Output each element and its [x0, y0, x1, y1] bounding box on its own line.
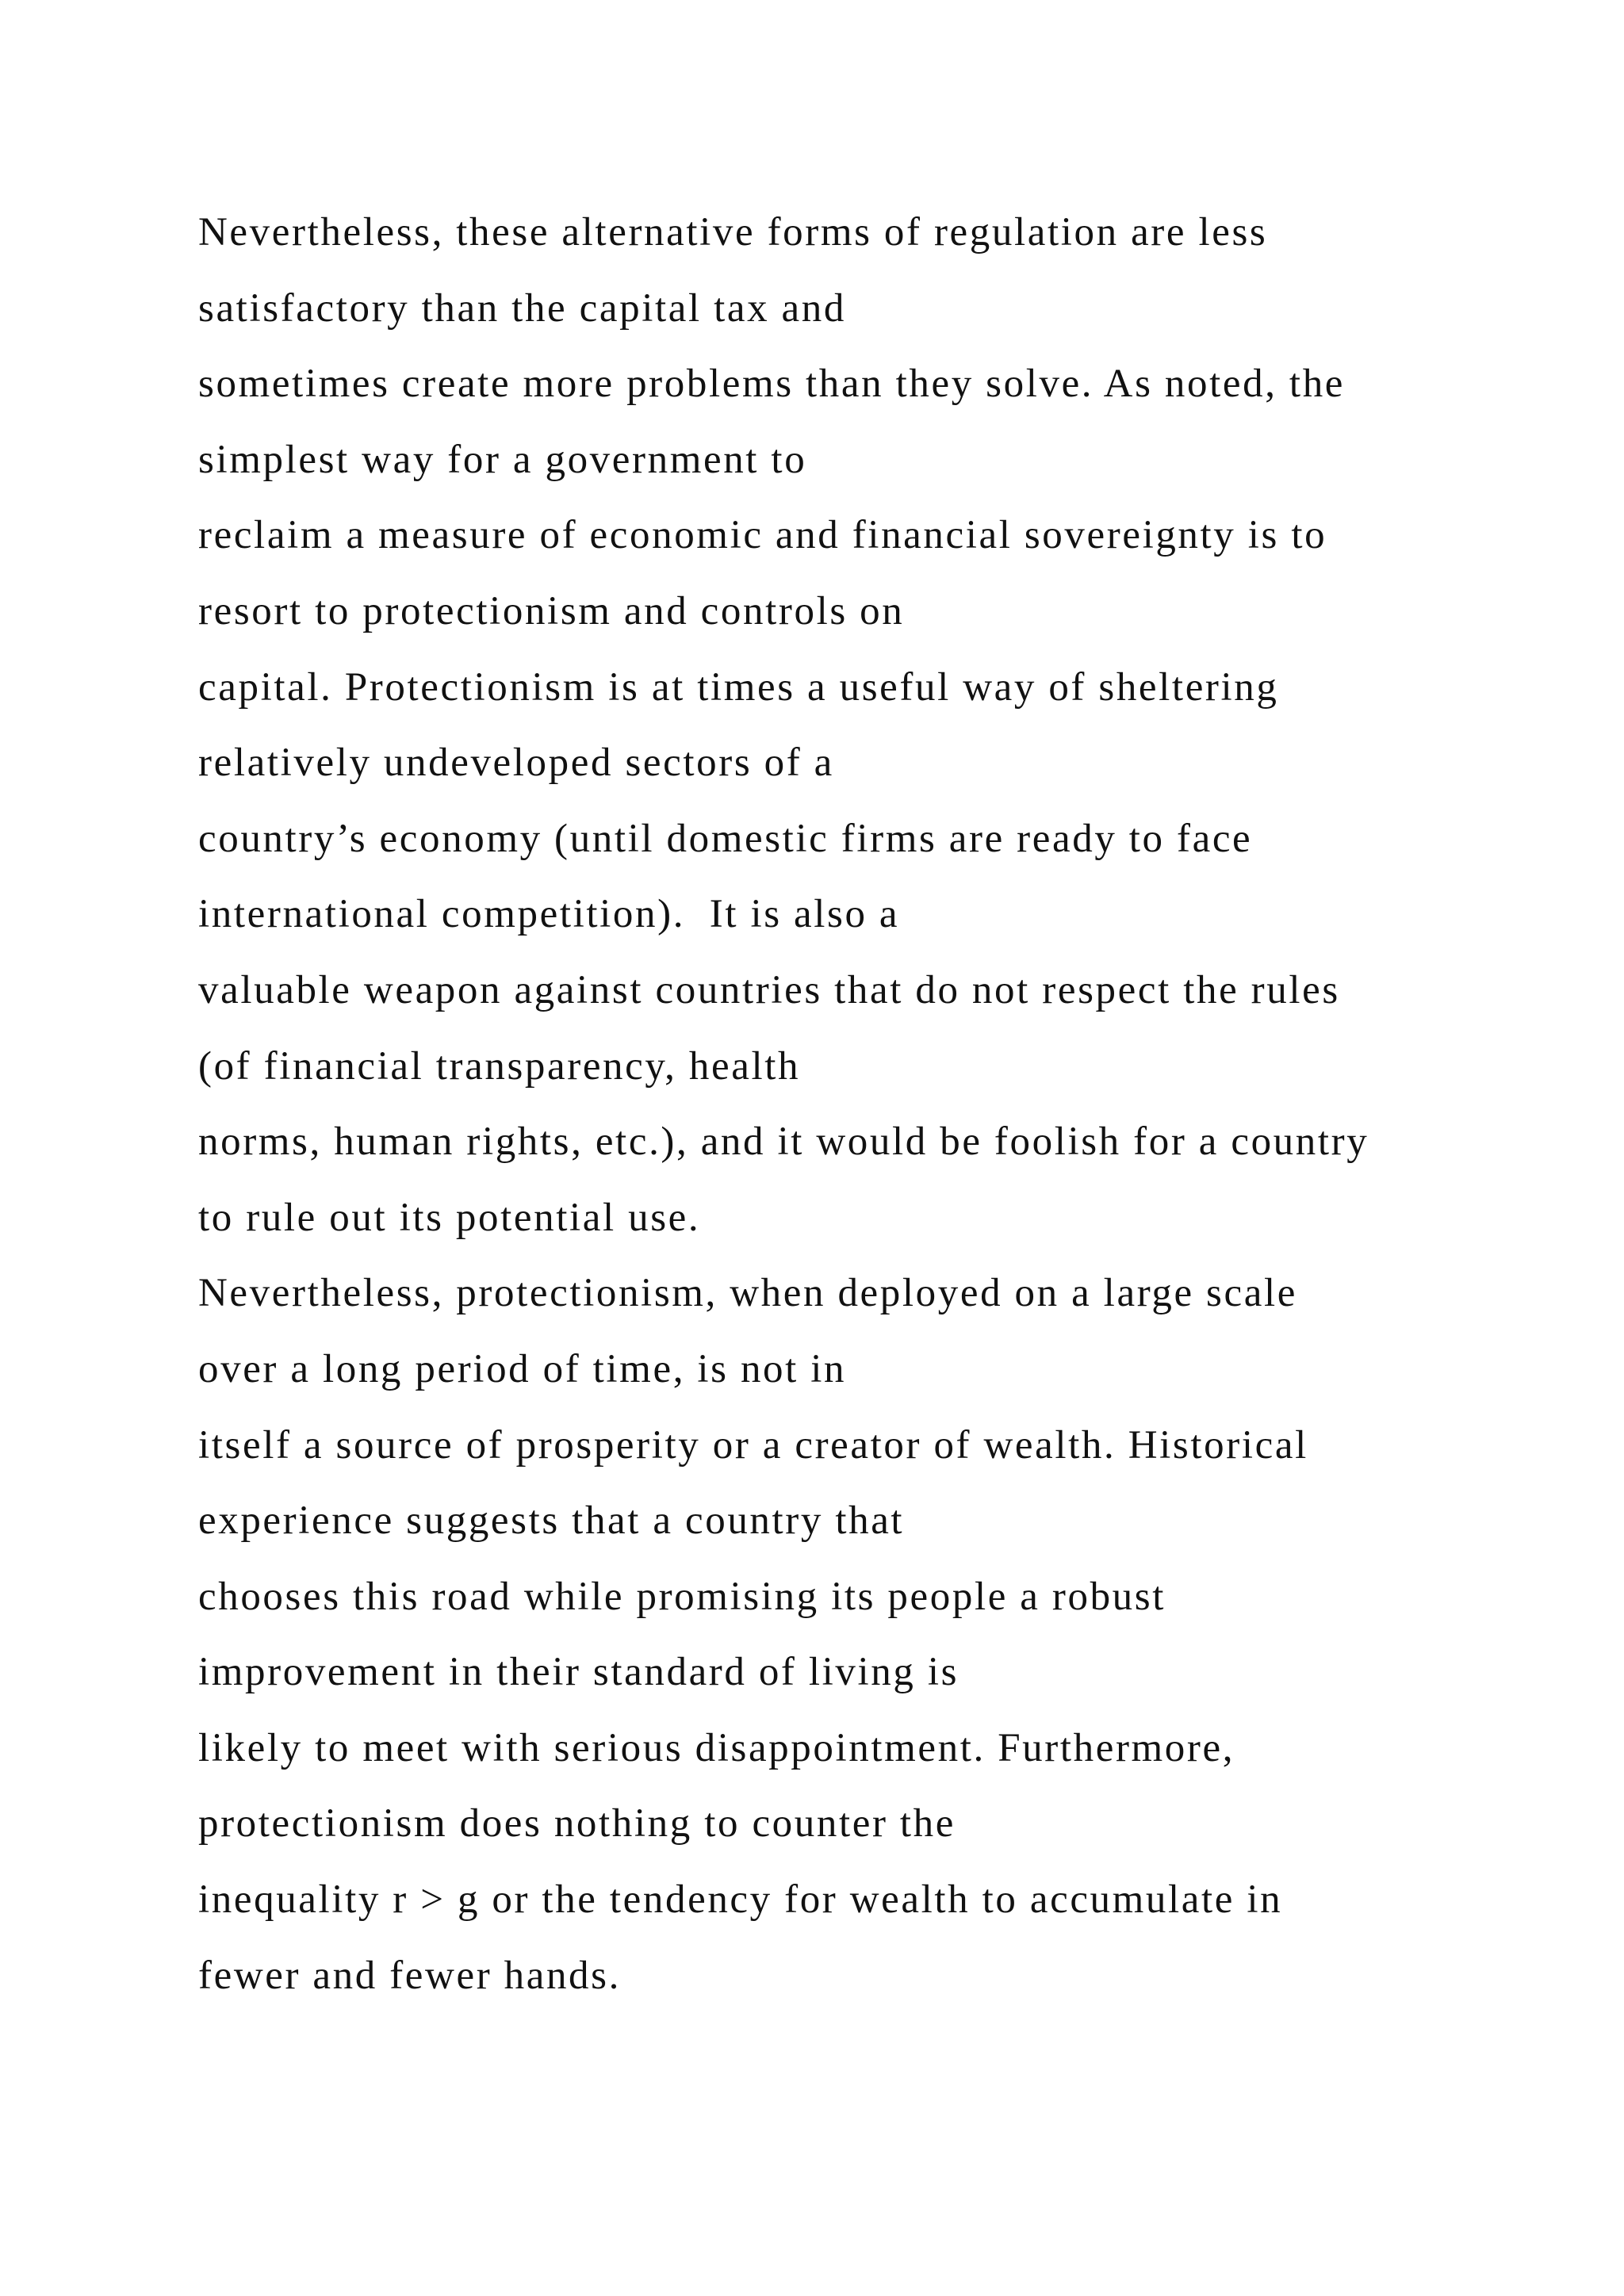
text-line: capital. Protectionism is at times a useful way of sheltering — [198, 664, 1279, 710]
text-line: simplest way for a government to — [198, 437, 807, 482]
text-line: protectionism does nothing to counter the — [198, 1801, 956, 1846]
text-line: likely to meet with serious disappointment. Furthermore, — [198, 1725, 1235, 1770]
text-line: Nevertheless, protectionism, when deployed on a large scale — [198, 1271, 1297, 1316]
text-line: chooses this road while promising its people a robust — [198, 1574, 1166, 1619]
text-line: satisfactory than the capital tax and — [198, 285, 846, 331]
text-line: international competition). It is also a — [198, 892, 900, 937]
text-line: over a long period of time, is not in — [198, 1346, 847, 1391]
text-line: experience suggests that a country that — [198, 1498, 905, 1544]
text-line: resort to protectionism and controls on — [198, 588, 905, 633]
text-line: fewer and fewer hands. — [198, 1953, 621, 1998]
text-line: norms, human rights, etc.), and it would be foolish for a country — [198, 1119, 1369, 1165]
text-line: country’s economy (until domestic firms are ready to face — [198, 816, 1253, 861]
text-line: valuable weapon against countries that do not respect the rules — [198, 967, 1340, 1012]
text-line: inequality r > g or the tendency for wealth to accumulate in — [198, 1877, 1283, 1923]
body-text — [198, 195, 1610, 2014]
text-line: itself a source of prosperity or a creator of wealth. Historical — [198, 1422, 1308, 1468]
text-line: reclaim a measure of economic and financial sovereignty is to — [198, 513, 1327, 558]
text-line: improvement in their standard of living is — [198, 1650, 959, 1695]
text-line: sometimes create more problems than they solve. As noted, the — [198, 362, 1346, 407]
text-line: relatively undeveloped sectors of a — [198, 740, 834, 786]
text-line: to rule out its potential use. — [198, 1195, 701, 1240]
text-line: Nevertheless, these alternative forms of regulation are less — [198, 210, 1268, 254]
text-line: (of financial transparency, health — [198, 1043, 801, 1089]
